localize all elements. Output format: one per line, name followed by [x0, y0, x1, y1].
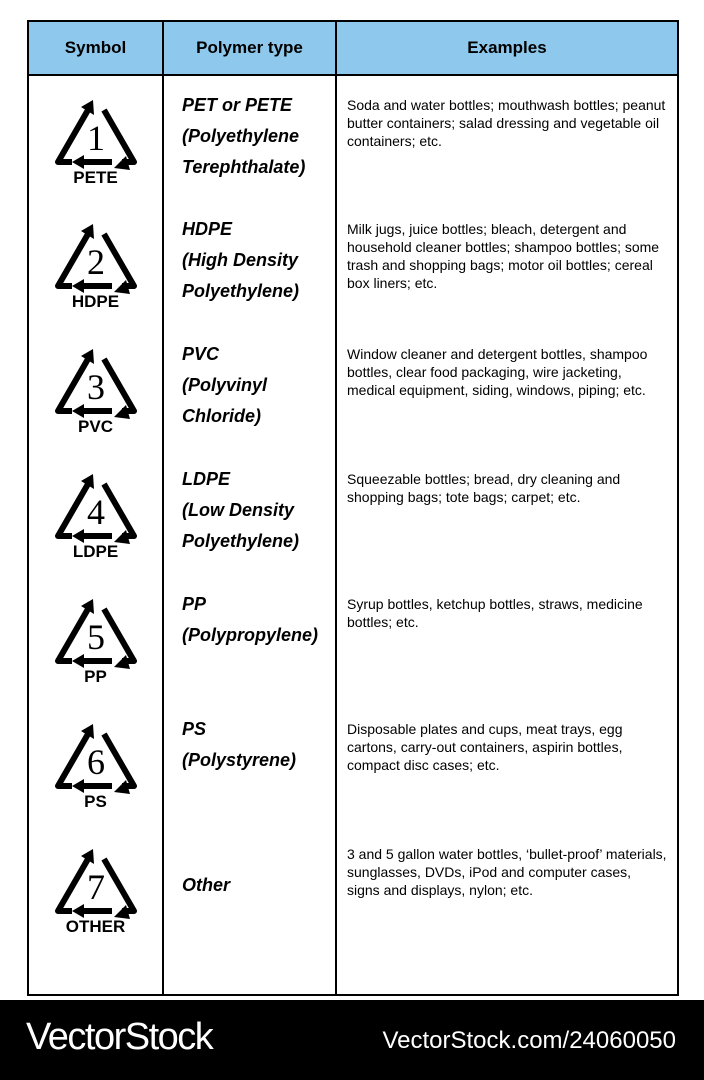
symbol-cell: [28, 575, 163, 700]
polymer-type-cell: [163, 200, 336, 325]
examples-text: Squeezable bottles; bread, dry cleaning and shopping bags; tote bags; carpet; etc.: [347, 471, 621, 505]
table-row: [28, 75, 678, 200]
resin-number: 5: [86, 617, 105, 657]
examples-text: Disposable plates and cups, meat trays, egg cartons, carry-out containers, aspirin bottles, compact disc cases; etc.: [347, 721, 623, 773]
symbol-cell: [28, 325, 163, 450]
resin-code-label: PETE: [73, 168, 118, 187]
polymer-name-line: (Low Density: [182, 500, 295, 520]
watermark-id: VectorStock.com/24060050: [382, 1027, 676, 1054]
resin-code-table: [27, 20, 679, 996]
polymer-name-line: Polyethylene): [182, 281, 300, 301]
examples-text: Window cleaner and detergent bottles, shampoo bottles, clear food packaging, wire jacketing, medical equipment, siding, windows, piping; etc.: [347, 346, 648, 398]
brand-logo: VectorStock: [26, 1016, 213, 1058]
resin-code-label: HDPE: [71, 292, 120, 311]
table-row: [28, 450, 678, 575]
polymer-type-cell: [163, 825, 336, 995]
resin-code-label: PP: [84, 667, 107, 686]
resin-code-label: PS: [84, 792, 107, 811]
polymer-type-cell: [163, 700, 336, 825]
examples-cell: [336, 200, 678, 325]
polymer-name-line: PS: [182, 719, 207, 739]
recycling-triangle-icon: [50, 337, 142, 423]
resin-number: 6: [86, 742, 105, 782]
polymer-name-line: PVC: [182, 344, 220, 364]
polymer-name-line: (Polystyrene): [182, 750, 297, 770]
recycling-triangle-icon: [50, 712, 142, 798]
examples-cell: [336, 700, 678, 825]
polymer-name-line: PP: [182, 594, 207, 614]
examples-text: Syrup bottles, ketchup bottles, straws, medicine bottles; etc.: [347, 596, 643, 630]
examples-cell: [336, 75, 678, 200]
polymer-name-line: [182, 901, 335, 932]
resin-number: 1: [86, 118, 105, 158]
resin-number: 2: [86, 242, 105, 282]
resin-code-label: PVC: [78, 417, 113, 436]
examples-text: 3 and 5 gallon water bottles, ‘bullet-proof’ materials, sunglasses, DVDs, iPod and computer cases, signs and displays, nylon; etc.: [347, 846, 667, 898]
table-row: [28, 825, 678, 995]
table-row: [28, 575, 678, 700]
examples-cell: [336, 450, 678, 575]
polymer-name-line: (Polyethylene: [182, 126, 300, 146]
polymer-name-line: [182, 839, 335, 870]
resin-code-label: OTHER: [65, 917, 126, 936]
recycling-triangle-icon: [50, 88, 142, 174]
polymer-type-cell: [163, 575, 336, 700]
symbol-cell: [28, 825, 163, 995]
polymer-type-cell: [163, 450, 336, 575]
recycling-triangle-icon: [50, 212, 142, 298]
polymer-name-line: HDPE: [182, 219, 233, 239]
polymer-type-cell: [163, 325, 336, 450]
polymer-name-line: Other: [182, 875, 231, 895]
table-row: [28, 325, 678, 450]
polymer-name-line: Polyethylene): [182, 531, 300, 551]
polymer-name-line: (Polyvinyl: [182, 375, 268, 395]
polymer-type-cell: [163, 75, 336, 200]
table-row: [28, 700, 678, 825]
examples-cell: [336, 575, 678, 700]
polymer-name-line: PET or PETE: [182, 95, 293, 115]
resin-number: 7: [86, 867, 105, 907]
polymer-name-line: (Polypropylene): [182, 625, 319, 645]
symbol-cell: [28, 75, 163, 200]
polymer-name-line: (High Density: [182, 250, 299, 270]
header-polymer-type: Polymer type: [163, 21, 336, 75]
table-header-row: [28, 21, 678, 75]
recycling-triangle-icon: [50, 462, 142, 548]
symbol-cell: [28, 200, 163, 325]
polymer-name-line: [182, 776, 335, 807]
examples-text: Milk jugs, juice bottles; bleach, detergent and household cleaner bottles; shampoo bottles; some trash and shopping bags; motor oil bottles; cereal box liners; etc.: [347, 221, 660, 291]
resin-code-label: LDPE: [72, 542, 119, 561]
polymer-name-line: [182, 651, 335, 682]
recycling-triangle-icon: [50, 587, 142, 673]
symbol-cell: [28, 700, 163, 825]
header-symbol: Symbol: [28, 21, 163, 75]
examples-cell: [336, 825, 678, 995]
symbol-cell: [28, 450, 163, 575]
recycling-triangle-icon: [50, 837, 142, 923]
polymer-name-line: LDPE: [182, 469, 231, 489]
polymer-name-line: Terephthalate): [182, 157, 306, 177]
footer-bar: [0, 1000, 704, 1080]
examples-text: Soda and water bottles; mouthwash bottles; peanut butter containers; salad dressing and vegetable oil containers; etc.: [347, 97, 666, 149]
header-examples: Examples: [336, 21, 678, 75]
resin-number: 3: [86, 367, 105, 407]
polymer-name-line: Chloride): [182, 406, 261, 426]
resin-number: 4: [86, 492, 105, 532]
examples-cell: [336, 325, 678, 450]
table-row: [28, 200, 678, 325]
